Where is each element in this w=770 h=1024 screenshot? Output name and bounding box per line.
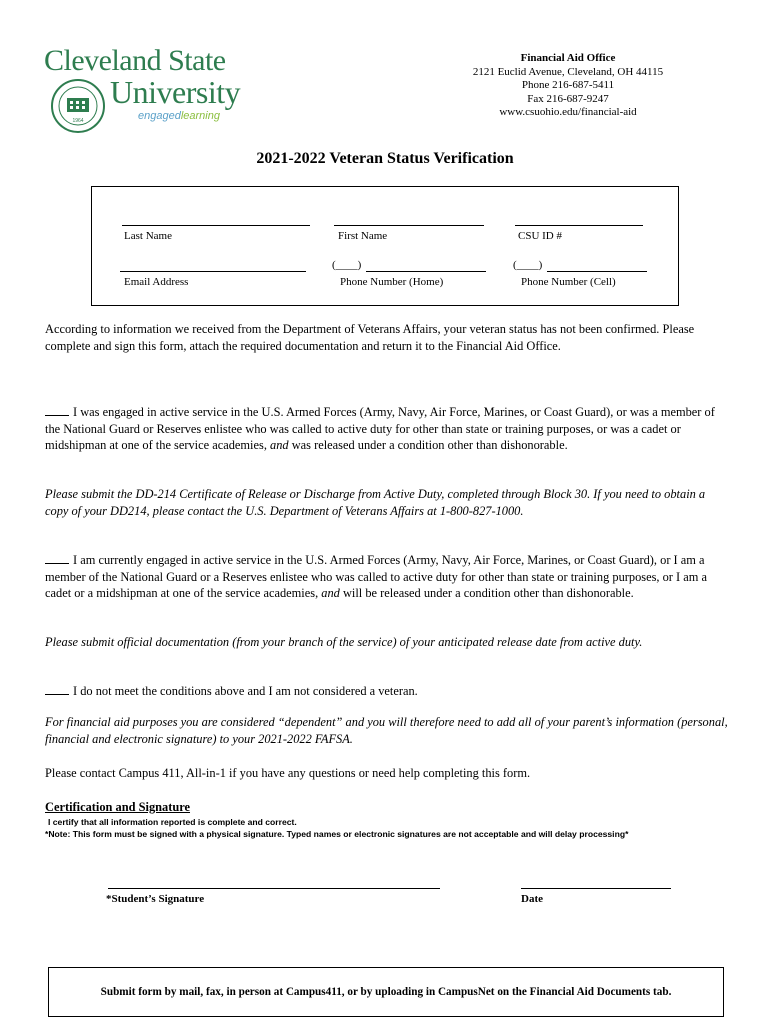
student-signature-field[interactable] xyxy=(108,888,440,889)
contact-paragraph: Please contact Campus 411, All-in-1 if you have any questions or need help completing this form. xyxy=(45,766,531,780)
home-phone-label: Phone Number (Home) xyxy=(340,276,444,288)
option-3-checkbox[interactable] xyxy=(45,684,69,695)
intro-paragraph: According to information we received from the Department of Veterans Affairs, your veteran status has not been confirmed. Please complete and sign this form, attach the required documentation and return it to the Financial Aid Office. xyxy=(45,322,695,353)
csu-id-label: CSU ID # xyxy=(518,230,563,242)
home-phone-field[interactable] xyxy=(366,271,486,272)
option-1-text-a: I was engaged in active service in the U.S. Armed Forces (Army, Navy, Air Force, Marines, or Coast Guard), or was a member of the National Guard or Reserves enlistee who was called to active duty for other than state or training purposes, or was a cadet or midshipman at one of the service academies, xyxy=(45,405,715,452)
first-name-field[interactable] xyxy=(334,225,484,226)
cell-phone-label: Phone Number (Cell) xyxy=(521,276,616,288)
last-name-label: Last Name xyxy=(124,230,172,242)
tagline-learning: learning xyxy=(180,110,220,122)
date-label: Date xyxy=(521,893,543,905)
office-fax: Fax 216-687-9247 xyxy=(527,92,609,105)
option-2-text-b: will be released under a condition other than dishonorable. xyxy=(339,586,634,600)
university-seal-icon xyxy=(50,78,106,134)
student-signature-label: *Student’s Signature xyxy=(106,893,205,905)
date-field[interactable] xyxy=(521,888,671,889)
signature-note: *Note: This form must be signed with a physical signature. Typed names or electronic signatures are not acceptable and will delay processing* xyxy=(45,829,629,839)
option-2-checkbox[interactable] xyxy=(45,553,69,564)
option-3-text: I do not meet the conditions above and I am not considered a veteran. xyxy=(73,684,418,698)
option-2-text-a: I am currently engaged in active service in the U.S. Armed Forces (Army, Navy, Air Force, Marines, or Coast Guard), or I am a member of the National Guard or a Reserves enlistee who was called to active duty for other than state or training purposes, or I am a cadet or a midshipman at one of the service academies, xyxy=(45,553,707,600)
cell-phone-prefix: (____) xyxy=(513,259,543,271)
last-name-field[interactable] xyxy=(122,225,310,226)
submit-instructions-box xyxy=(48,967,724,1017)
csu-id-field[interactable] xyxy=(515,225,643,226)
option-1-checkbox[interactable] xyxy=(45,405,69,416)
office-phone: Phone 216-687-5411 xyxy=(521,79,615,91)
tagline-engaged: engaged xyxy=(138,110,181,122)
option-1-and: and xyxy=(270,438,289,452)
student-info-box xyxy=(91,186,679,306)
email-field[interactable] xyxy=(120,271,306,272)
office-contact-block xyxy=(450,52,686,120)
logo-tagline xyxy=(138,110,220,122)
page-title: 2021-2022 Veteran Status Verification xyxy=(256,150,514,167)
university-logo xyxy=(44,44,284,134)
certification-heading: Certification and Signature xyxy=(45,800,191,814)
office-address: 2121 Euclid Avenue, Cleveland, OH 44115 xyxy=(472,65,664,78)
option-3-note: For financial aid purposes you are considered “dependent” and you will therefore need to add all of your parent’s information (personal, financial and electronic signature) to your 2021-2022 FAFSA. xyxy=(45,715,728,746)
submit-instructions: Submit form by mail, fax, in person at Campus411, or by uploading in CampusNet on the Financial Aid Documents tab. xyxy=(100,986,672,998)
option-2-note: Please submit official documentation (from your branch of the service) of your anticipated release date from active duty. xyxy=(45,635,643,649)
option-2-and: and xyxy=(321,586,340,600)
option-1-text-b: was released under a condition other than dishonorable. xyxy=(288,438,568,452)
logo-name-line2: University xyxy=(110,74,241,110)
cell-phone-field[interactable] xyxy=(547,271,647,272)
office-website[interactable]: www.csuohio.edu/financial-aid xyxy=(499,106,637,118)
logo-name-line1: Cleveland State xyxy=(44,44,226,77)
office-name: Financial Aid Office xyxy=(520,52,616,64)
email-label: Email Address xyxy=(124,276,189,288)
home-phone-prefix: (____) xyxy=(332,259,362,271)
option-1-note: Please submit the DD-214 Certificate of Release or Discharge from Active Duty, completed through Block 30. If you need to obtain a copy of your DD214, please contact the U.S. Department of Veterans Affairs at 1-800-827-1000. xyxy=(45,487,706,518)
first-name-label: First Name xyxy=(338,230,388,242)
certify-statement: I certify that all information reported is complete and correct. xyxy=(48,817,297,827)
seal-year: 1964 xyxy=(72,118,84,124)
option-1-paragraph xyxy=(45,404,728,454)
option-2-paragraph xyxy=(45,552,728,602)
option-3-paragraph xyxy=(45,683,728,700)
